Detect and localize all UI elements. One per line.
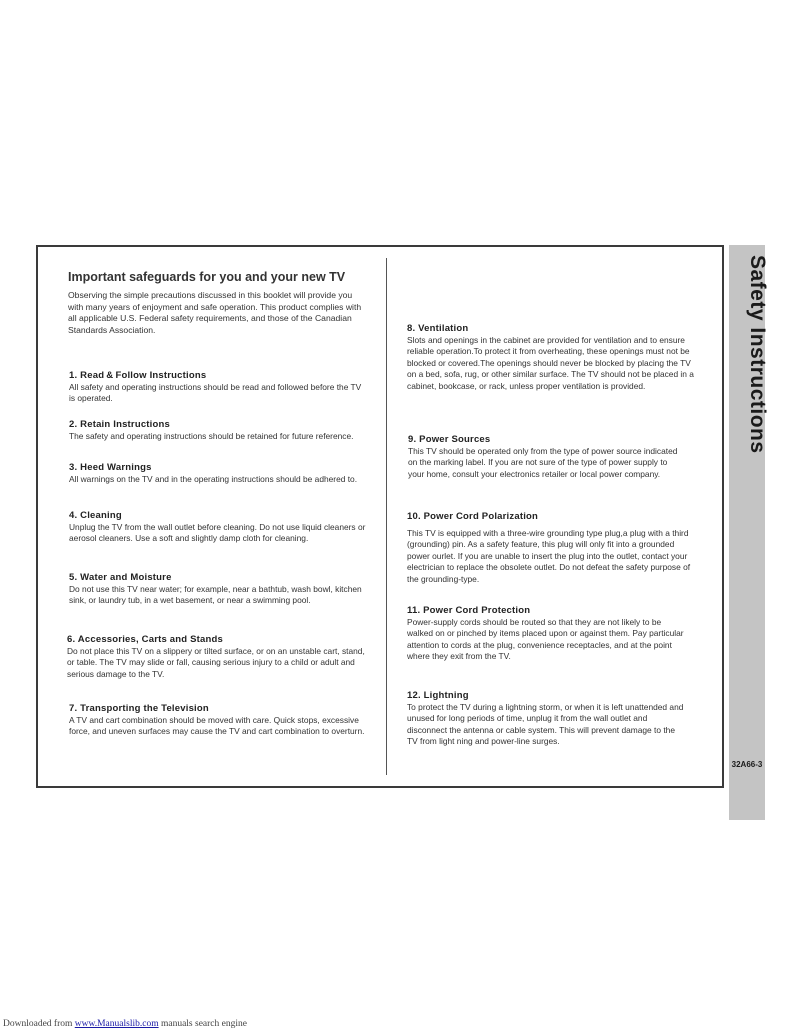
section-heading: 3. Heed Warnings <box>69 462 152 473</box>
section-transporting <box>69 703 369 738</box>
sidebar-tab <box>729 245 769 820</box>
section-body: Slots and openings in the cabinet are provided for ventilation and to ensure reliable operation.To protect it from overheating, these openings must not be blocked or covered.The openings should never be blocked by placing the TV on a bed, sofa, rug, or other similar surface. The TV should not be placed in a cabinet, bookcase, or rack, unless proper ventilation is provided. <box>407 335 694 391</box>
manualslib-link[interactable]: www.Manualslib.com <box>74 1019 159 1029</box>
sidebar-title: Safety Instructions <box>746 255 769 454</box>
section-heading: 4. Cleaning <box>69 510 122 521</box>
section-body: The safety and operating instructions should be retained for future reference. <box>69 431 354 441</box>
section-read-follow <box>69 370 369 405</box>
section-heading: 5. Water and Moisture <box>69 572 172 583</box>
section-heading: 10. Power Cord Polarization <box>407 511 539 522</box>
section-heading: 1. Read & Follow Instructions <box>69 370 207 381</box>
section-body: Unplug the TV from the wall outlet before cleaning. Do not use liquid cleaners or aerosol cleaners. Use a soft and slightly damp cloth for cleaning. <box>69 522 366 544</box>
section-body: This TV is equipped with a three-wire grounding type plug,a plug with a third (grounding) pin. As a safety feature, this plug will only fit into a grounded power ourlet. If you are unable to insert the plug into the outlet, contact your electrician to replace the obsolete outlet. Do not defeat the safety purpose of the grounding-type. <box>407 528 691 584</box>
model-code: 32A66-3 <box>731 760 763 769</box>
section-power-cord-polarization <box>407 511 695 585</box>
section-heading: 11. Power Cord Protection <box>407 605 531 616</box>
section-body: All safety and operating instructions should be read and followed before the TV is operated. <box>69 382 362 404</box>
section-power-sources <box>408 434 680 480</box>
section-body: All warnings on the TV and in the operating instructions should be adhered to. <box>69 474 358 484</box>
footer <box>3 1019 247 1029</box>
section-power-cord-protection <box>407 605 687 663</box>
section-body: This TV should be operated only from the type of power source indicated on the marking label. If you are not sure of the type of power supply to your home, consult your electronics retailer or local power company. <box>408 446 678 479</box>
section-water-moisture <box>69 572 369 607</box>
section-heading: 8. Ventilation <box>407 323 469 334</box>
section-heading: 9. Power Sources <box>408 434 491 445</box>
section-heading: 6. Accessories, Carts and Stands <box>67 634 224 645</box>
section-body: A TV and cart combination should be moved with care. Quick stops, excessive force, and uneven surfaces may cause the TV and cart combination to overturn. <box>69 715 365 737</box>
page-title: Important safeguards for you and your new TV <box>68 270 346 284</box>
section-accessories <box>67 634 372 680</box>
footer-prefix: Downloaded from <box>3 1019 73 1029</box>
section-cleaning <box>69 510 369 545</box>
section-heading: 7. Transporting the Television <box>69 703 209 714</box>
section-heed-warnings <box>69 462 369 485</box>
section-body: To protect the TV during a lightning storm, or when it is left unattended and unused for long periods of time, unplug it from the wall outlet and disconnect the antenna or cable system. This will prevent damage to the TV from light ning and power-line surges. <box>407 702 684 747</box>
section-lightning <box>407 690 687 748</box>
section-ventilation <box>407 323 699 392</box>
section-heading: 12. Lightning <box>407 690 469 701</box>
section-body: Power-supply cords should be routed so that they are not likely to be walked on or pinched by items placed upon or against them. Pay particular attention to cords at the plug, convenience receptacles, and at the point where they exit from the TV. <box>407 617 684 662</box>
column-divider <box>386 258 387 775</box>
section-retain <box>69 419 369 442</box>
intro-paragraph: Observing the simple precautions discussed in this booklet will provide you with many years of enjoyment and safe operation. This product complies with all applicable U.S. Federal safety requirements, and those of the Canadian Standards Association. <box>68 290 362 335</box>
section-body: Do not use this TV near water; for example, near a bathtub, wash bowl, kitchen sink, or laundry tub, in a wet basement, or near a swimming pool. <box>69 584 362 606</box>
section-body: Do not place this TV on a slippery or tilted surface, or on an unstable cart, stand, or table. The TV may slide or fall, causing serious injury to a child or adult and serious damage to the TV. <box>67 646 365 679</box>
footer-suffix: manuals search engine <box>160 1019 247 1029</box>
section-heading: 2. Retain Instructions <box>69 419 171 430</box>
